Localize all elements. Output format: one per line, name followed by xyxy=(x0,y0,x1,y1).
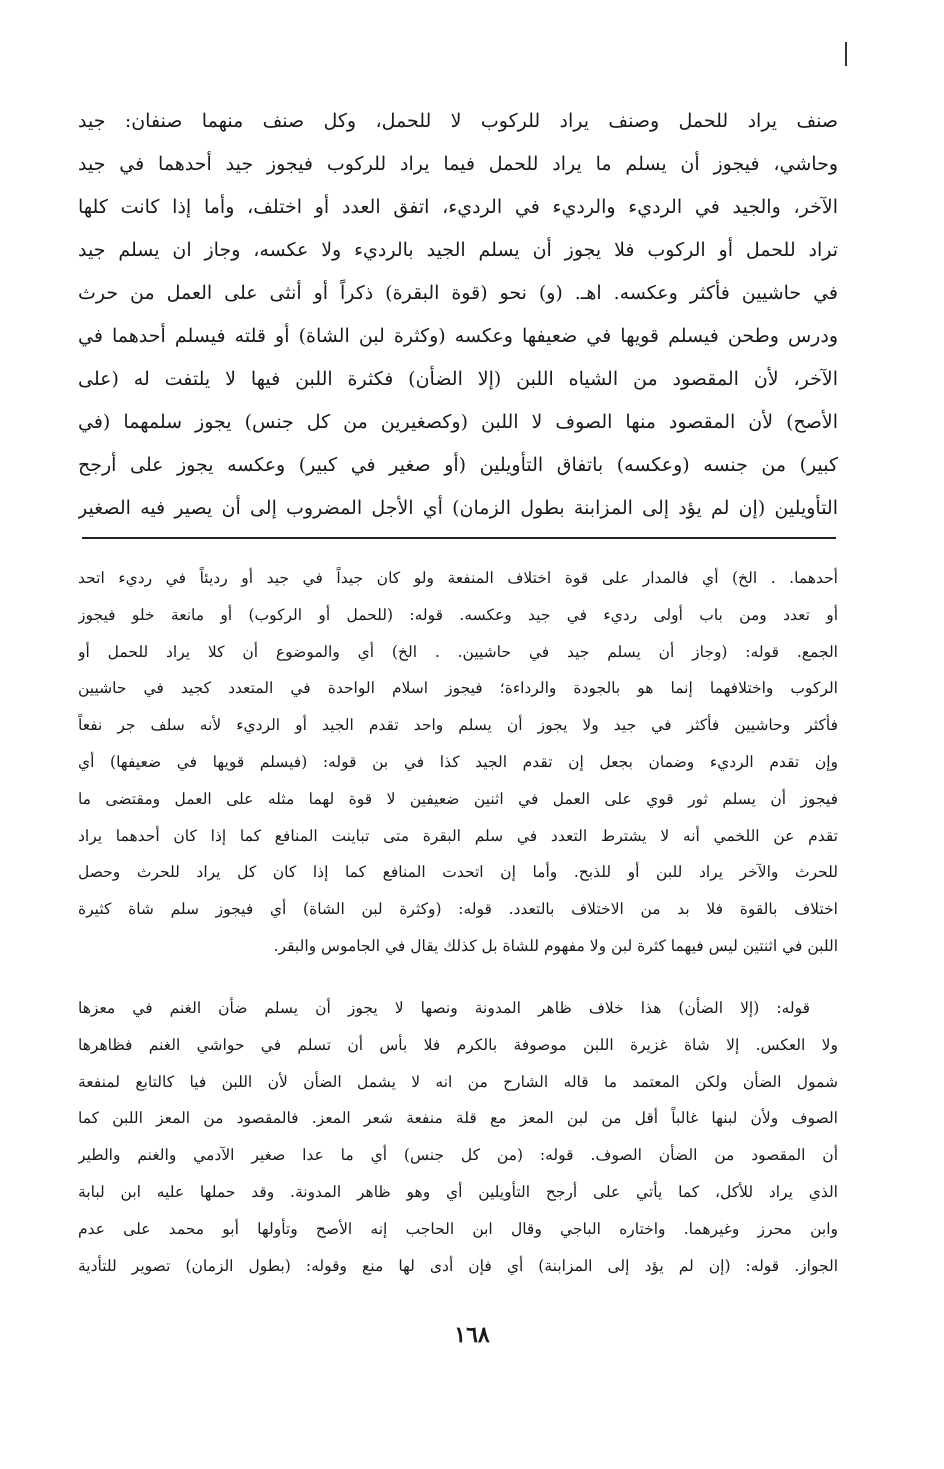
main-line: الآخر، لأن المقصود من الشياه اللبن (إلا الضأن) فكثرة اللبن فيها لا يلتفت له (على xyxy=(78,368,838,390)
footnote-line: اختلاف بالقوة فلا بد من الاختلاف بالتعدد. قوله: (وكثرة لبن الشاة) أي فيجوز سلم شاة كثيرة xyxy=(78,900,838,919)
main-line: التأويلين (إن لم يؤد إلى المزابنة بطول الزمان) أي الأجل المضروب إلى أن يصير فيه الصغير xyxy=(78,497,838,519)
main-line: وحاشي، فيجوز أن يسلم ما يراد للحمل فيما يراد للركوب فيجوز جيد أحدهما في جيد xyxy=(78,153,838,175)
footnote-line: الركوب واختلافهما إنما هو بالجودة والرداءة؛ فيجوز اسلام الواحدة في المتعدد كجيد في حاشيين xyxy=(78,679,838,698)
main-line: الآخر، والجيد في الرديء والرديء في الرديء، اتفق العدد أو اختلف، وأما إذا كانت كلها xyxy=(78,196,838,218)
footnote-line: أن المقصود من الضأن الصوف. قوله: (من كل جنس) أي ما عدا صغير الآدمي والغنم والطير xyxy=(78,1146,838,1165)
footnote-line: تقدم عن اللخمي أنه لا يشترط التعدد في سلم البقرة متى تباينت المنافع كما إذا كان أحدهما يراد xyxy=(78,826,838,845)
footnote-line: للحرث والآخر يراد للبن أو للذبح. وأما إن اتحدت المنافع كما إذا كان كل يراد للحرث وحصل xyxy=(78,863,838,882)
main-line: الأصح) لأن المقصود منها الصوف لا اللبن (وكصغيرين من كل جنس) يجوز سلمهما (في xyxy=(78,411,838,433)
footnote-line: ولا العكس. إلا شاة غزيرة اللبن موصوفة بالكرم فلا بأس أن تسلم في حواشي الغنم فظاهرها xyxy=(78,1035,838,1054)
footnotes-section-2 xyxy=(78,990,838,1284)
page-number: ١٦٨ xyxy=(454,1322,490,1348)
footnotes-section-1 xyxy=(78,560,838,965)
main-line: ودرس وطحن فيسلم قويها في ضعيفها وعكسه (وكثرة لبن الشاة) أو قلته فيسلم أحدهما في xyxy=(78,325,838,347)
footnote-line: فيجوز أن يسلم ثور قوي على العمل في اثنين ضعيفين لا قوة لهما مثله على العمل ومقتضى ما xyxy=(78,789,838,808)
main-line: صنف يراد للحمل وصنف يراد للركوب لا للحمل، وكل صنف منهما صنفان: جيد xyxy=(78,110,838,132)
footnote-line: قوله: (إلا الضأن) هذا خلاف ظاهر المدونة ونصها لا يجوز أن يسلم ضأن الغنم في معزها xyxy=(78,999,810,1017)
main-line: تراد للحمل أو الركوب فلا يجوز أن يسلم الجيد بالرديء ولا عكسه، وجاز ان يسلم جيد xyxy=(78,239,838,261)
footnote-line: الذي يراد للأكل، كما يأتي على أرجح التأويلين أي وهو ظاهر المدونة. وقد حملها عليه ابن لبابة xyxy=(78,1182,838,1201)
footnote-line: أحدهما. . الخ) أي فالمدار على قوة اختلاف المنفعة ولو كان جيداً في جيد أو رديئاً في رديء اتحد xyxy=(78,569,838,587)
footnote-line: اللبن في اثنتين ليس فيهما كثرة لبن ولا مفهوم للشاة بل كذلك يقال في الجاموس والبقر. xyxy=(273,936,838,955)
footnote-divider xyxy=(82,537,836,539)
footnote-line: فأكثر وحاشيين فأكثر في جيد ولا يجوز أن يسلم واحد تقدم الجيد أو الرديء لأنه سلف جر نفعاً xyxy=(78,716,838,735)
main-line: كبير) من جنسه (وعكسه) باتفاق التأويلين (أو صغير في كبير) وعكسه يجوز على أرجح xyxy=(78,454,838,476)
footnote-line: الصوف ولأن لبنها غالباً أقل من لبن المعز مع قلة منفعة شعر المعز. فالمقصود من المعز اللبن كما xyxy=(78,1109,838,1128)
footnote-line: الجمع. قوله: (وجاز أن يسلم جيد في حاشيين. . الخ) أي والموضوع أن كلا يراد للحمل أو xyxy=(78,642,838,661)
footnote-line: أو تعدد ومن باب أولى رديء في جيد وعكسه. قوله: (للحمل أو الركوب) أو مانعة خلو فيجوز xyxy=(78,605,838,624)
footnote-line: الجواز. قوله: (إن لم يؤد إلى المزابنة) أي فإن أدى لها منع وقوله: (بطول الزمان) تصوير للتأدية xyxy=(78,1256,838,1275)
page-edge-mark xyxy=(845,42,847,66)
main-text xyxy=(78,100,838,530)
footnote-line: شمول الضأن ولكن المعتمد ما قاله الشارح من انه لا يشمل الضأن لأن اللبن فيا كالتابع لمنفعة xyxy=(78,1072,838,1091)
footnote-line: وابن محرز وغيرهما. واختاره الباجي وقال ابن الحاجب إنه الأصح وتأولها أبو محمد على عدم xyxy=(78,1219,838,1238)
footnote-line: وإن تقدم الرديء وضمان بجعل إن تقدم الجيد كذا في بن قوله: (فيسلم قويها في ضعيفها) أي xyxy=(78,752,838,771)
main-line: في حاشيين فأكثر وعكسه. اهـ. (و) نحو (قوة البقرة) ذكراً أو أنثى على العمل من حرث xyxy=(78,282,838,304)
